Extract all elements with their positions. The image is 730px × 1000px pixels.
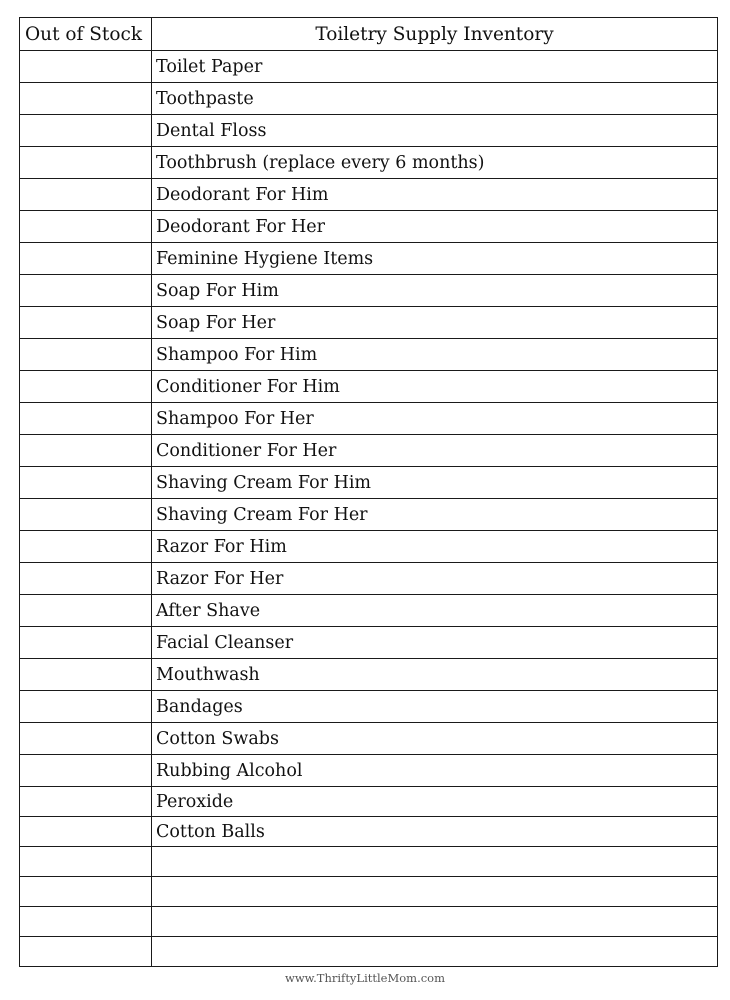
item-name-cell: Bandages bbox=[152, 691, 718, 723]
table-row bbox=[20, 659, 718, 691]
item-name-cell bbox=[152, 847, 718, 877]
out-of-stock-cell[interactable] bbox=[20, 595, 152, 627]
table-row bbox=[20, 467, 718, 499]
item-name-cell: After Shave bbox=[152, 595, 718, 627]
item-name-cell: Cotton Swabs bbox=[152, 723, 718, 755]
table-row bbox=[20, 243, 718, 275]
out-of-stock-cell[interactable] bbox=[20, 755, 152, 787]
out-of-stock-cell[interactable] bbox=[20, 403, 152, 435]
item-name-cell: Shaving Cream For Him bbox=[152, 467, 718, 499]
table-row bbox=[20, 531, 718, 563]
table-row bbox=[20, 595, 718, 627]
item-name-cell: Razor For Her bbox=[152, 563, 718, 595]
item-name-cell: Mouthwash bbox=[152, 659, 718, 691]
table-row bbox=[20, 83, 718, 115]
inventory-table bbox=[19, 17, 718, 967]
item-name-cell: Peroxide bbox=[152, 787, 718, 817]
footer-website-url: www.ThriftyLittleMom.com bbox=[284, 971, 446, 985]
out-of-stock-header: Out of Stock bbox=[20, 18, 152, 51]
out-of-stock-cell[interactable] bbox=[20, 659, 152, 691]
table-row bbox=[20, 847, 718, 877]
out-of-stock-cell[interactable] bbox=[20, 817, 152, 847]
item-name-cell: Soap For Her bbox=[152, 307, 718, 339]
out-of-stock-cell[interactable] bbox=[20, 371, 152, 403]
item-name-cell: Facial Cleanser bbox=[152, 627, 718, 659]
out-of-stock-cell[interactable] bbox=[20, 907, 152, 937]
table-row bbox=[20, 307, 718, 339]
item-name-cell: Conditioner For Him bbox=[152, 371, 718, 403]
table-row bbox=[20, 817, 718, 847]
out-of-stock-cell[interactable] bbox=[20, 787, 152, 817]
out-of-stock-cell[interactable] bbox=[20, 307, 152, 339]
item-name-cell: Toothbrush (replace every 6 months) bbox=[152, 147, 718, 179]
out-of-stock-cell[interactable] bbox=[20, 563, 152, 595]
item-name-cell: Toothpaste bbox=[152, 83, 718, 115]
table-row bbox=[20, 403, 718, 435]
out-of-stock-cell[interactable] bbox=[20, 83, 152, 115]
table-row bbox=[20, 723, 718, 755]
out-of-stock-cell[interactable] bbox=[20, 435, 152, 467]
table-row bbox=[20, 51, 718, 83]
table-row bbox=[20, 877, 718, 907]
table-row bbox=[20, 627, 718, 659]
out-of-stock-cell[interactable] bbox=[20, 499, 152, 531]
table-row bbox=[20, 937, 718, 967]
table-row bbox=[20, 115, 718, 147]
table-row bbox=[20, 211, 718, 243]
item-name-cell: Shaving Cream For Her bbox=[152, 499, 718, 531]
item-name-cell: Deodorant For Him bbox=[152, 179, 718, 211]
out-of-stock-cell[interactable] bbox=[20, 115, 152, 147]
table-row bbox=[20, 147, 718, 179]
table-row bbox=[20, 179, 718, 211]
item-name-cell: Shampoo For Her bbox=[152, 403, 718, 435]
item-name-cell bbox=[152, 877, 718, 907]
table-row bbox=[20, 691, 718, 723]
inventory-body bbox=[20, 51, 718, 967]
item-name-cell: Cotton Balls bbox=[152, 817, 718, 847]
out-of-stock-cell[interactable] bbox=[20, 467, 152, 499]
out-of-stock-cell[interactable] bbox=[20, 691, 152, 723]
out-of-stock-cell[interactable] bbox=[20, 877, 152, 907]
item-name-cell: Feminine Hygiene Items bbox=[152, 243, 718, 275]
table-row bbox=[20, 907, 718, 937]
out-of-stock-cell[interactable] bbox=[20, 51, 152, 83]
item-name-cell: Deodorant For Her bbox=[152, 211, 718, 243]
out-of-stock-cell[interactable] bbox=[20, 211, 152, 243]
out-of-stock-cell[interactable] bbox=[20, 243, 152, 275]
table-row bbox=[20, 339, 718, 371]
table-row bbox=[20, 499, 718, 531]
table-row bbox=[20, 563, 718, 595]
table-row bbox=[20, 755, 718, 787]
item-name-cell bbox=[152, 937, 718, 967]
item-name-cell: Razor For Him bbox=[152, 531, 718, 563]
out-of-stock-cell[interactable] bbox=[20, 531, 152, 563]
item-name-cell: Rubbing Alcohol bbox=[152, 755, 718, 787]
out-of-stock-cell[interactable] bbox=[20, 723, 152, 755]
item-name-cell: Toilet Paper bbox=[152, 51, 718, 83]
out-of-stock-cell[interactable] bbox=[20, 275, 152, 307]
item-name-cell: Soap For Him bbox=[152, 275, 718, 307]
header-row bbox=[20, 18, 718, 51]
table-row bbox=[20, 787, 718, 817]
out-of-stock-cell[interactable] bbox=[20, 179, 152, 211]
item-name-cell bbox=[152, 907, 718, 937]
table-row bbox=[20, 275, 718, 307]
table-row bbox=[20, 435, 718, 467]
item-name-cell: Conditioner For Her bbox=[152, 435, 718, 467]
out-of-stock-cell[interactable] bbox=[20, 847, 152, 877]
table-row bbox=[20, 371, 718, 403]
out-of-stock-cell[interactable] bbox=[20, 147, 152, 179]
out-of-stock-cell[interactable] bbox=[20, 627, 152, 659]
out-of-stock-cell[interactable] bbox=[20, 339, 152, 371]
item-name-cell: Dental Floss bbox=[152, 115, 718, 147]
item-name-cell: Shampoo For Him bbox=[152, 339, 718, 371]
inventory-header: Toiletry Supply Inventory bbox=[152, 18, 718, 51]
out-of-stock-cell[interactable] bbox=[20, 937, 152, 967]
